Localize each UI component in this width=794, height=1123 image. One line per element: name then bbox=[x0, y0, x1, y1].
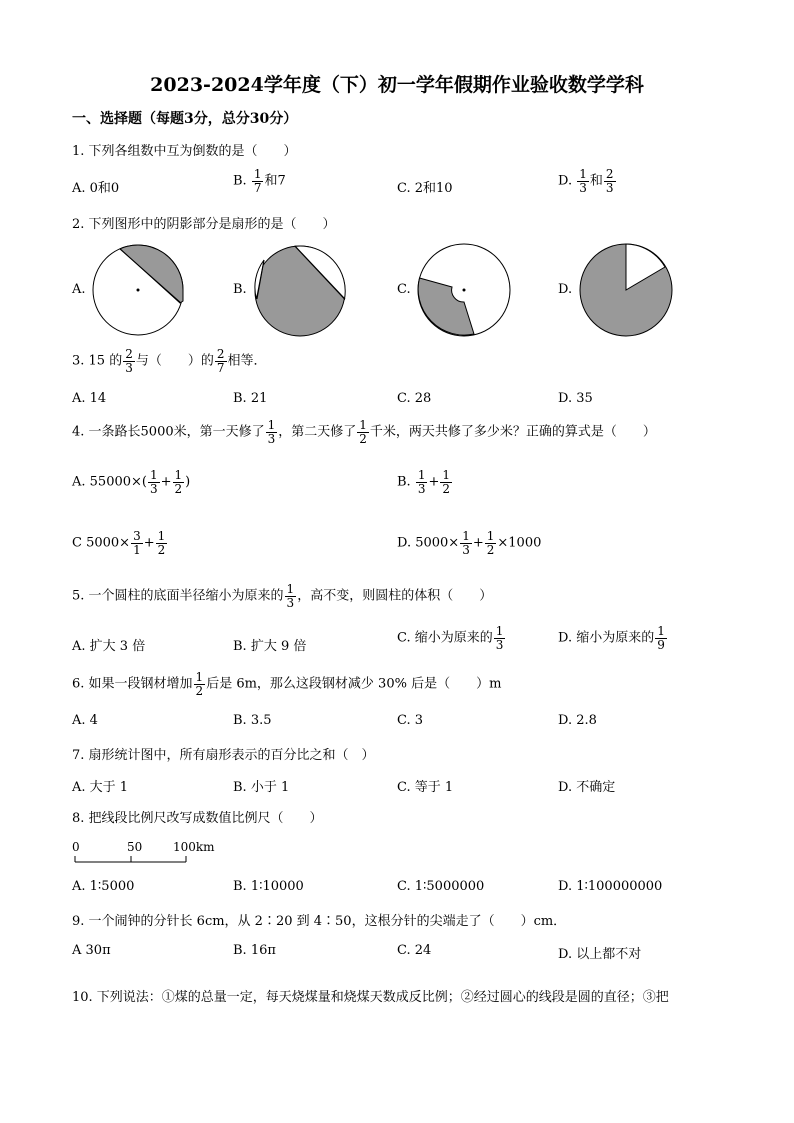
q7-option-d: D. 不确定 bbox=[558, 780, 616, 795]
q4-option-b: B. $\frac{1}{3}$ + $\frac{1}{2}$ bbox=[397, 468, 451, 496]
q5-option-c: C. 缩小为原来的 $\frac{1}{3}$ bbox=[397, 624, 504, 652]
question-2: 2. 下列图形中的阴影部分是扇形的是（ ） bbox=[72, 217, 336, 232]
q1-option-d: D. $\frac{1}{3}$ 和 $\frac{2}{3}$ bbox=[558, 167, 614, 195]
question-6: 6. 如果一段钢材增加 $\frac{1}{2}$ 后是 6m，那么这段钢材减少 30% 后是（ ）m bbox=[72, 670, 502, 698]
q6-option-a: A. 4 bbox=[72, 713, 98, 728]
question-9: 9. 一个闹钟的分针长 6cm，从 2∶20 到 4∶50，这根分针的尖端走了（ ）cm． bbox=[72, 914, 567, 929]
question-7: 7. 扇形统计图中，所有扇形表示的百分比之和（ ） bbox=[72, 748, 375, 763]
q2-figure-c bbox=[416, 242, 512, 338]
question-4: 4. 一条路长5000米，第一天修了 $\frac{1}{3}$ ，第二天修了 $\frac{1}{2}$ 千米，两天共修了多少米？正确的算式是（ ） bbox=[72, 418, 656, 446]
q7-option-a: A. 大于 1 bbox=[72, 780, 129, 795]
question-5: 5. 一个圆柱的底面半径缩小为原来的 $\frac{1}{3}$ ，高不变，则圆柱的体积（ ） bbox=[72, 582, 493, 610]
q2-figure-b bbox=[253, 244, 347, 338]
q1-option-c: C. 2和10 bbox=[397, 181, 453, 196]
q2-figure-a bbox=[92, 244, 186, 338]
q5-option-d: D. 缩小为原来的 $\frac{1}{9}$ bbox=[558, 624, 665, 652]
q7-option-c: C. 等于 1 bbox=[397, 780, 454, 795]
q9-option-c: C. 24 bbox=[397, 943, 432, 958]
q6-option-d: D. 2.8 bbox=[558, 713, 597, 728]
q2-option-a: A. bbox=[72, 282, 86, 297]
q4-option-a: A. 55000×( $\frac{1}{3}$ + $\frac{1}{2}$ ) bbox=[72, 468, 191, 496]
question-3: 3. 15 的 $\frac{2}{3}$ 与（ ）的 $\frac{2}{7}$ 相等． bbox=[72, 347, 267, 375]
page-title: 2023-2024学年度（下）初一学年假期作业验收数学学科 bbox=[150, 74, 644, 96]
q8-option-c: C. 1∶5000000 bbox=[397, 879, 485, 894]
q4-option-c: C 5000× $\frac{3}{1}$ + $\frac{1}{2}$ bbox=[72, 529, 166, 557]
q9-option-a: A 30π bbox=[72, 943, 111, 958]
q4-option-d: D. 5000× $\frac{1}{3}$ + $\frac{1}{2}$ ×1000 bbox=[397, 529, 542, 557]
question-1: 1. 下列各组数中互为倒数的是（ ） bbox=[72, 144, 297, 159]
q1-option-a: A. 0和0 bbox=[72, 181, 120, 196]
scale-label-100: 100km bbox=[173, 840, 215, 854]
q2-figure-d bbox=[578, 242, 676, 340]
q3-option-c: C. 28 bbox=[397, 391, 432, 406]
scale-label-0: 0 bbox=[72, 840, 80, 854]
q6-option-b: B. 3.5 bbox=[233, 713, 272, 728]
section-heading: 一、选择题（每题3分，总分30分） bbox=[72, 111, 298, 127]
line-scale bbox=[74, 854, 194, 866]
q5-option-a: A. 扩大 3 倍 bbox=[72, 639, 146, 654]
q8-option-a: A. 1∶5000 bbox=[72, 879, 135, 894]
question-10: 10. 下列说法：①煤的总量一定，每天烧煤量和烧煤天数成反比例；②经过圆心的线段是圆的直径；③把 bbox=[72, 990, 669, 1005]
q8-option-d: D. 1∶100000000 bbox=[558, 879, 663, 894]
q6-option-c: C. 3 bbox=[397, 713, 424, 728]
q2-option-c: C. bbox=[397, 282, 411, 297]
q3-option-b: B. 21 bbox=[233, 391, 268, 406]
q1-option-b: B. $\frac{1}{7}$ 和7 bbox=[233, 167, 286, 195]
q7-option-b: B. 小于 1 bbox=[233, 780, 290, 795]
scale-label-50: 50 bbox=[127, 840, 143, 854]
q8-option-b: B. 1∶10000 bbox=[233, 879, 304, 894]
q3-option-d: D. 35 bbox=[558, 391, 593, 406]
q2-option-d: D. bbox=[558, 282, 573, 297]
q5-option-b: B. 扩大 9 倍 bbox=[233, 639, 307, 654]
q2-option-b: B. bbox=[233, 282, 247, 297]
q9-option-d: D. 以上都不对 bbox=[558, 947, 642, 962]
question-8: 8. 把线段比例尺改写成数值比例尺（ ） bbox=[72, 811, 323, 826]
q9-option-b: B. 16π bbox=[233, 943, 276, 958]
q3-option-a: A. 14 bbox=[72, 391, 107, 406]
